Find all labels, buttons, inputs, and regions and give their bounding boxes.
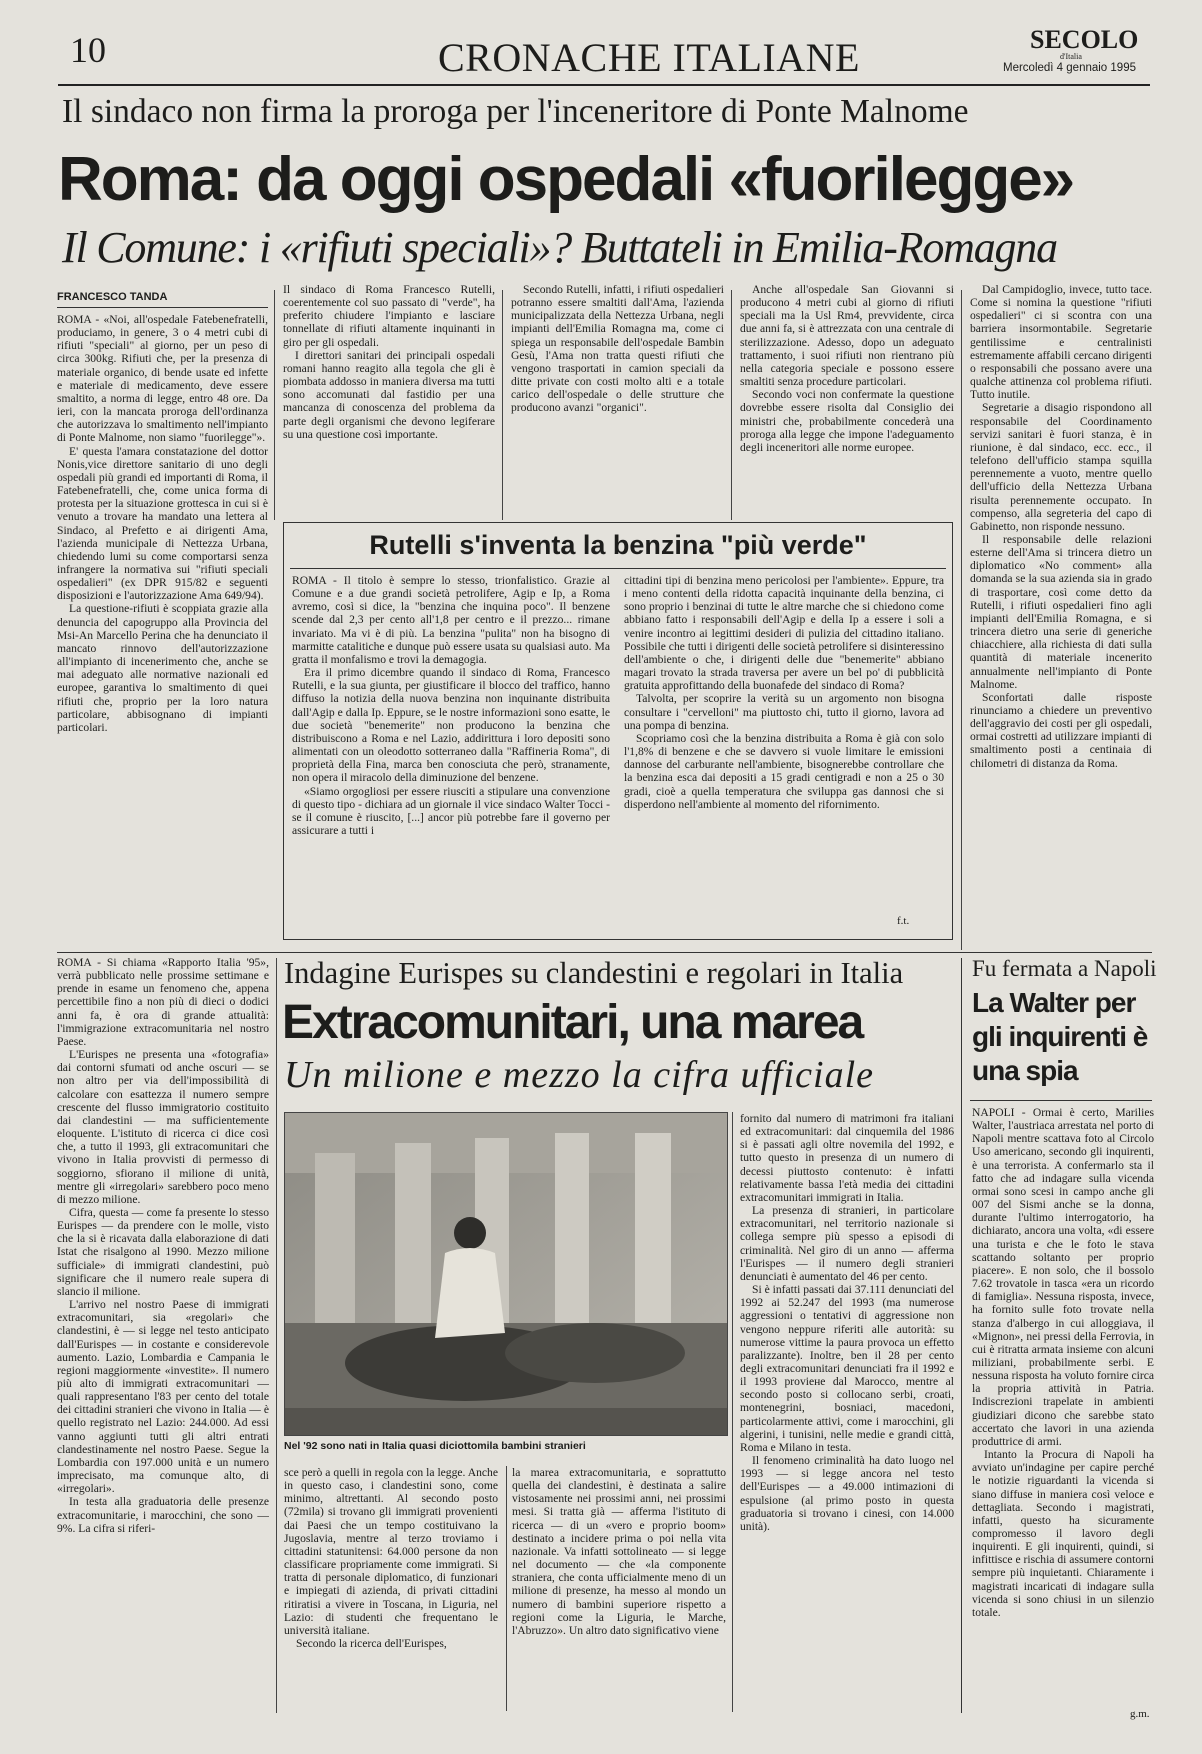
paragraph: Anche all'ospedale San Giovanni si producono 4 metri cubi al giorno di rifiuti speciali ma la Usl Rm4, prevvidente, circa due anni fa, si è attrezzata con una centrale di sterilizzazione. Adesso, dopo un adeguato trattamento, i suoi rifiuti non rientrano più nella categoria speciale e possono essere smaltiti senza procedure particolari. xyxy=(740,283,954,389)
paragraph: Il responsabile delle relazioni esterne dell'Ama si trincera dietro un diplomatico «No comment» alla domanda se la sua azienda sia in grado di trasportare, così come detto da Rutelli, i rifiuti ospedalieri fino agli impianti dell'Emilia Romagna, e si trincera dietro una serie di generiche chiacchiere, alla richiesta di dati sulla quantità di materiale incenerito annualmente nell'impianto di Ponte Malnome. xyxy=(970,532,1152,691)
eurispes-col-4 xyxy=(740,1112,954,1714)
paragraph: «Siamo orgogliosi per essere riusciti a stipulare una convenzione di questo tipo - dichiara ad un giornale il vice sindaco Walter Tocci - se il comune è riuscito, [...] ancor più potrebbe fare il governo per assicurare a tutti i xyxy=(292,784,610,837)
paragraph: Sconfortati dalle risposte rinunciamo a chiedere un preventivo dell'aggravio dei costi per gli ospedali, ormai costretti ad utilizzare impianti di smaltimento posti a centinaia di chilometri di distanza da Roma. xyxy=(970,690,1152,770)
paragraph: Secondo Rutelli, infatti, i rifiuti ospedalieri potranno essere smaltiti dall'Ama, l'azienda municipalizzata della Nettezza Urbana, negli impianti dell'Emilia Romagna ma, come ci spiega un responsabile dell'ospedale Bambin Gesù, l'Ama non tratta questi rifiuti che vengono trasportati in camion speciali da ditte private con costi molto alti e a totale carico dell'ospedale o delle strutture che producono avanzi "organici". xyxy=(511,283,724,415)
lead-overline: Il sindaco non firma la proroga per l'inceneritore di Ponte Malnome xyxy=(62,93,969,130)
lead-col-5 xyxy=(970,283,1152,948)
paragraph: fornito dal numero di matrimoni fra italiani ed extracomunitari: dal cinquemila del 1986 si è passati agli oltre novemila del 1992, e tutto questo in presenza di un numero di decessi piuttosto contenuto: è infatti relativamente bassa l'età media dei cittadini extracomunitari immigrati in Italia. xyxy=(740,1112,954,1204)
eurispes-col-2 xyxy=(284,1466,498,1714)
column-rule xyxy=(276,958,277,1713)
paragraph: Si è infatti passati dai 37.111 denunciati del 1992 ai 52.247 del 1993 (ma numerose aggressioni o tentativi di aggressione non vengono neppure riferiti alle autorità: su numerose vittime la paura provoca un effetto paralizzante). Inoltre, ben il 28 per cento degli extracomunitari denunciati fra il 1992 e il 1993 provieне dal Marocco, mentre al secondo posto si collocano serbi, croati, montenegrini, bosniaci, macedoni, particolarmente attivi, come i marocchini, gli algerini, i tunisini, nelle medie e grandi città, Roma e Milano in testa. xyxy=(740,1283,954,1454)
box-col-2 xyxy=(624,574,944,914)
byline: FRANCESCO TANDA xyxy=(57,291,168,303)
paragraph: I direttori sanitari dei principali ospedali romani hanno reagito alla tegola che gli è piombata addosso in maniera diversa ma tutti sono accomunati dal fastidio per una mancanza di conoscenza del problema da parte degli organismi che devono legiferare su una questione così importante. xyxy=(283,348,495,441)
lead-subhead: Il Comune: i «rifiuti speciali»? Buttateli in Emilia-Romagna xyxy=(62,223,1057,272)
paragraph: Secondo la ricerca dell'Eurispes, xyxy=(296,1637,447,1651)
eurispes-col-1 xyxy=(57,956,269,1716)
eurispes-subhead: Un milione e mezzo la cifra ufficiale xyxy=(284,1054,875,1096)
column-rule xyxy=(506,1466,507,1711)
paragraph: Intanto la Procura di Napoli ha avviato un'indagine per capire perché le notizie riguardanti la vicenda si siano diffuse in maniera così veloce e dettagliata. Secondo i magistrati, infatti, questo ha sicuramente compromesso il lavoro degli inquirenti. E gli inquirenti, quindi, si infittisce e rischia di assumere contorni sempre più inquietanti. Chiaramente i magistrati incaricati di indagare sulla vicenda si sono chiusi in un silenzio totale. xyxy=(972,1448,1154,1619)
byline-rule xyxy=(57,307,268,308)
box-col-1 xyxy=(292,574,610,928)
issue-date: Mercoledì 4 gennaio 1995 xyxy=(1003,62,1136,74)
paragraph: Talvolta, per scoprire la verità su un argomento non bisogna consultare i "cervelloni" ma piuttosto chi, tutto il giorno, lavora ad una pompa di benzina. xyxy=(624,692,944,732)
paragraph: E' questa l'amara constatazione del dottor Nonis,vice direttore sanitario di uno degli ospedali più grandi ed importanti di Roma, il Fatebenefratelli, che, come unica forma di protesta per la situazione grottesca in cui si è venuto a trovare ha mandato una lettera al Sindaco, al Prefetto e ai dirigenti Ama, l'azienda municipale di Nettezza Urbana, chiedendo lumi su come comportarsi senza infrangere la normativa sui "rifiuti speciali ospedalieri" (ex DPR 915/82 e seguenti disposizioni e l'autorizzazione Ama 649/94). xyxy=(57,444,268,603)
column-rule xyxy=(961,290,962,950)
section-title: CRONACHE ITALIANE xyxy=(438,35,860,80)
news-photo xyxy=(284,1112,728,1436)
masthead-rule xyxy=(58,84,1150,86)
lead-headline: Roma: da oggi ospedali «fuorilegge» xyxy=(58,145,1074,214)
paragraph: Secondo voci non confermate la questione dovrebbe essere risolta dal Consiglio dei ministri che, probabilmente concederà una proroga alla legge che impone l'adeguamento degli inceneritori alle norme europee. xyxy=(740,388,954,454)
column-rule xyxy=(961,958,962,1713)
paper-name: SECOLO xyxy=(1030,25,1139,54)
walter-headline: La Walter per gli inquirenti è una spia xyxy=(972,987,1148,1086)
walter-signature: g.m. xyxy=(1130,1708,1150,1720)
section-rule xyxy=(57,952,1152,953)
lead-col-2 xyxy=(283,283,495,515)
walter-rule xyxy=(970,1100,1152,1101)
column-rule xyxy=(274,290,275,520)
paper-sub: d'Italia xyxy=(1060,52,1082,61)
paragraph: Segretarie a disagio rispondono all responsabile del Coordinamento servizi sanitari è fuori stanza, è in riunione, è dal sindaco, ecc. ecc., il telefono dell'ufficio stampa squilla perennemente a vuoto, mentre quello dell'ufficio della Nettezza Urbana risulta perennemente occupato. In compenso, alla segreteria del capo di Gabinetto, non risponde nessuno. xyxy=(970,401,1152,533)
paragraph: In testa alla graduatoria delle presenze extracomunitarie, i marocchini, che sono — 9%. La cifra si riferi- xyxy=(57,1495,269,1535)
paragraph: sce però a quelli in regola con la legge. Anche in questo caso, i clandestini sono, come minimo, altrettanti. Al secondo posto (72mila) si trovano gli immigrati provenienti dai Paesi che un tempo costituivano la Jugoslavia, mentre al terzo troviamo i cittadini statunitensi: 64.000 persone da non classificare propriamente come immigrati. Si tratta di personale diplomatico, di funzionari e impiegati di azienda, di privati cittadini ritiratisi a vivere in Toscana, in Liguria, nel Lazio: di studenti che frequentano le università italiane. xyxy=(284,1466,498,1637)
paragraph: L'arrivo nel nostro Paese di immigrati extracomunitari, sia «regolari» che clandestini, è — si legge nel testo anticipato dall'Eurispes — in costante e considerevole aumento. Lazio, Lombardia e Campania le regioni maggiormente «investite». Il numero più alto di immigrati extracomunitari — quali rappresentano l'83 per cento del totale dei cittadini stranieri che vivono in Italia — è quello registrato nel Lazio: 244.000. Ad essi vanno aggiunti tutti gli altri entrati clandestinamente nel nostro Paese. Segue la Lombardia con 197.000 unità e un numero imprecisato, ma comunque alto, di «irregolari». xyxy=(57,1298,269,1496)
eurispes-col-3 xyxy=(512,1466,726,1714)
paragraph: Il fenomeno criminalità ha dato luogo nel 1993 — si legge ancora nel testo dell'Eurispes — a 49.000 intimazioni di espulsione (al primo posto in questa graduatoria si trovano i cinesi, con 14.000 unità). xyxy=(740,1454,954,1533)
paragraph: La presenza di stranieri, in particolare extracomunitari, nel territorio nazionale si collega sempre più spesso a episodi di criminalità. Nel giro di un anno — afferma l'Eurispes — il numero degli stranieri denunciati è aumentato del 46 per cento. xyxy=(740,1204,954,1283)
paragraph: L'Eurispes ne presenta una «fotografia» dai contorni sfumati od anche oscuri — se non altro per via dell'impossibilità di calcolare con esattezza il numero sempre crescente del flusso immigratorio costituito dai clandestini — ma sufficientemente eloquente. L'istituto di ricerca ci dice così che, a tutto il 1993, gli extracomunitari che vivono in Italia provvisti di permesso di soggiorno, sfiorano il milione di unità, mentre gli «irregolari» sarebbero poco meno di mezzo milione. xyxy=(57,1048,269,1206)
paragraph: Cifra, questa — come fa presente lo stesso Eurispes — da prendere con le molle, visto che la si è ricavata dalla elaborazione di dati Istat che risalgono al 1990. Mezzo milione sufficiale» di immigrati clandestini, può significare che il numero reale supera di slancio il milione. xyxy=(57,1205,269,1298)
box-signature: f.t. xyxy=(897,915,910,927)
box-rule xyxy=(290,568,946,569)
lead-col-3 xyxy=(511,283,724,515)
paragraph: ROMA - Si chiama «Rapporto Italia '95», verrà pubblicato nelle prossime settimane e prende in esame un fenomeno che, appena percettibile fino a non più di dieci o dodici anni fa, è ora di grande attualità: l'immigrazione extracomunitaria nel nostro Paese. xyxy=(57,956,269,1048)
paragraph: Il sindaco di Roma Francesco Rutelli, coerentemente col suo passato di "verde", ha preferito chiudere l'impianto e lasciare tonnellate di rifiuti altamente inquinanti in giro per gli ospedali. xyxy=(283,283,495,349)
paragraph: Era il primo dicembre quando il sindaco di Roma, Francesco Rutelli, e la sua giunta, per giustificare il blocco del traffico, hanno diffuso la notizia della nuova benzina non inquinante distribuita dall'Agip e dalla Ip. Eppure, se le nostre informazioni sono esatte, le due società "benemerite" non producono la benzina che distribuiscono a Roma e nel Lazio, addirittura i loro depositi sono alimentati con un oleodotto sotterraneo dalla "Raffineria Roma", di proprietà della Fina, marca ben conosciuta che però, stranamente, non opera il miracolo della diminuzione del benzene. xyxy=(292,666,610,785)
lead-col-4 xyxy=(740,283,954,515)
paragraph: la marea extracomunitaria, e soprattutto quella dei clandestini, è destinata a salire vistosamente nei prossimi anni, nei prossimi mesi. Si tratta già — afferma l'istituto di ricerca — di un «vero e proprio boom» destinato a incidere prima o poi nella vita nazionale. Va infatti sottolineato — si legge nel documento — che «la componente straniera, che conta ufficialmente meno di un milione di presenze, ha messo al mondo un numero di bambini superiore rispetto a regioni come la Liguria, le Marche, l'Abruzzo». Un altro dato significativo viene xyxy=(512,1466,726,1637)
page-number: 10 xyxy=(70,30,106,70)
column-rule xyxy=(502,290,503,520)
paragraph: ROMA - «Noi, all'ospedale Fatebenefratelli, produciamo, in genere, 3 o 4 metri cubi di rifiuti "speciali" al giorno, per un peso di circa 300kg. Rifiuti che, per la presenza di materiale organico, di bende usate ed infette e materiale di medicamento, deve essere smaltito, a norma di legge, entro 48 ore. Da ieri, con la mancata proroga dell'ordinanza che autorizzava lo smaltimento nell'impianto di Ponte Malnome, non siamo "fuorilegge"». xyxy=(57,313,268,445)
paragraph: cittadini tipi di benzina meno pericolosi per l'ambiente». Eppure, tra i meno contenti della ridotta capacità inquinante della benzina, ci sono proprio i benzinai di tutte le altre marche che si chiedono come abbiano fatto i responsabili dell'Agip e della Ip a essere i soli a venire incontro ai legittimi desideri di pulizia del cittadino italiano. Possibile che tutti i dirigenti delle società petrolifere si disinteressino dell'ambiente o che, i dirigenti delle due "benemerite" abbiano magari trovato la strada traversa per avere un bel po' di pubblicità gratuita approfittando della buonafede del sindaco di Roma? xyxy=(624,574,944,693)
photo-caption: Nel '92 sono nati in Italia quasi diciottomila bambini stranieri xyxy=(284,1440,586,1452)
walter-overline: Fu fermata a Napoli xyxy=(972,956,1157,981)
eurispes-overline: Indagine Eurispes su clandestini e regolari in Italia xyxy=(284,956,904,990)
paragraph: Scopriamo così che la benzina distribuita a Roma è già con solo l'1,8% di benzene e che se davvero si vuole limitare le emissioni dannose del carburante nell'ambiente, bisognerebbe controllare che la benzina esca dai depositi a 15 gradi centigradi e non a 25 o 30 gradi, cioè a quella temperatura che sviluppa gas dannosi che si disperdono nell'ambiente al momento del rifornimento. xyxy=(624,731,944,811)
paragraph: NAPOLI - Ormai è certo, Marilies Walter, l'austriaca arrestata nel porto di Napoli mentre scattava foto al Circolo Uso americano, secondo gli inquirenti, è una terrorista. A confermarlo sta il fatto che ad indagare sulla vicenda ormai sono scesi in campo anche gli 007 del Sismi anche se la donna, durante l'ultimo interrogatorio, ha dichiarato, ancora una volta, «di essere una turista e che le foto le stava scattando soltanto per proprio piacere». E non solo, che il bossolo 7.62 trovatole in tasca «era un ricordo di famiglia». Nessuna risposta, invece, ha fornito sulle foto trovate nella stanza d'albergo in cui alloggiava, il «Mignon», nei pressi della Ferrovia, in cui è ritratta armata insieme con alcuni miliziani, probabilmente serbi. E nessuna risposta ha voluto fornire circa la propria attività in Patria. Indiscrezioni trapelate in ambienti giudiziari dicono che sarebbe stato accertato che lavori in una azienda produttrice di armi. xyxy=(972,1106,1154,1448)
photo-image xyxy=(285,1113,727,1435)
paragraph: ROMA - Il titolo è sempre lo stesso, trionfalistico. Grazie al Comune e a due grandi società petrolifere, Agip e Ip, a Roma avremo, così si dice, la "benzina che inquina poco". Il benzene scende dal 2,3 per cento all'1,8 per centro e il prezzo... rimane invariato. Ma vi è di più. La benzina "pulita" non ha bisogno di marmitte catalitiche e dunque può essere usata su qualsiasi auto. Ma gratta il monfalismo e trovi la demagogia. xyxy=(292,574,610,666)
column-rule xyxy=(732,1112,733,1712)
lead-col-1 xyxy=(57,313,268,945)
eurispes-headline: Extracomunitari, una marea xyxy=(282,996,863,1049)
paragraph: La questione-rifiuti è scoppiata grazie alla denuncia del capogruppo alla Provincia del Msi-An Marcello Perina che ha denunciato il mancato rinnovo dell'autorizzazione all'impianto di incenerimento che, anche se mai adeguato alle normative nazionali ed europee, garantiva lo smaltimento di quei rifiuti che, proprio per la loro natura particolare, abbisognano di impianti particolari. xyxy=(57,602,268,734)
paragraph: Dal Campidoglio, invece, tutto tace. Come si nomina la questione "rifiuti ospedalieri" ci si scontra con una barriera insormontabile. Segretarie gentilissime e centralinisti estremamente affabili cercano dirigenti o responsabili che possano avere una qualche attinenza col problema rifiuti. Tutto inutile. xyxy=(970,283,1152,402)
walter-col xyxy=(972,1106,1154,1706)
box-headline: Rutelli s'inventa la benzina "più verde" xyxy=(369,530,867,560)
column-rule xyxy=(731,290,732,520)
